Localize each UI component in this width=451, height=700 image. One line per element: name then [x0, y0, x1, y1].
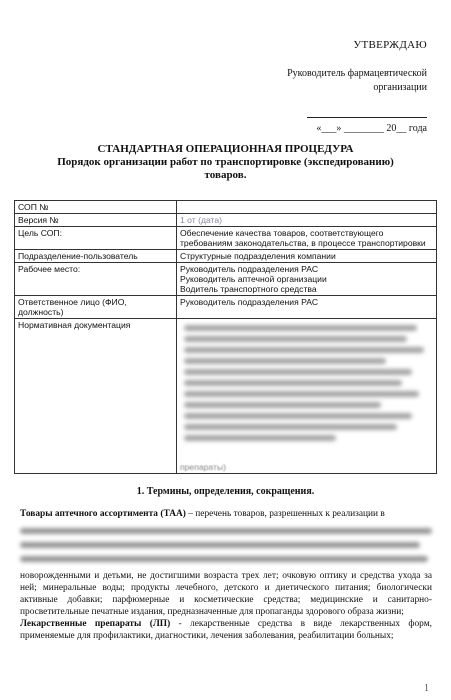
normative-label: Нормативная документация: [15, 319, 177, 474]
division-label: Подразделение-пользователь: [15, 250, 177, 263]
term-definition: – перечень товаров, разрешенных к реализации в: [185, 509, 385, 519]
version-date: от (дата): [187, 215, 223, 225]
document-title: [14, 143, 437, 182]
table-row: [15, 319, 437, 474]
goal-value: Обеспечение качества товаров, соответствующего требованиям законодательства, в процессе транспортировки: [177, 227, 437, 250]
responsible-value: Руководитель подразделения РАС: [177, 296, 437, 319]
responsible-label: Ответственное лицо (ФИО, должность): [15, 296, 177, 319]
table-row: [15, 250, 437, 263]
section-body: [20, 508, 432, 642]
approval-title: УТВЕРЖДАЮ: [353, 39, 427, 51]
document-title-line3: товаров.: [204, 169, 247, 181]
normative-content: [177, 319, 437, 474]
signature-line: [307, 107, 427, 118]
version-cell: [177, 214, 437, 227]
approval-block: [227, 38, 427, 136]
version-value: 1: [180, 215, 185, 225]
sop-number-label: СОП №: [15, 201, 177, 214]
term-continuation: новорожденными и детьми, не достигшими возраста трех лет; очковую оптику и средства ухода за ней; минеральные воды; продукты лечебного, детского и диетического питания; биологически активные добавки; парфюмерные и косметические средства; медицинские и санитарно-просветительные печатные издания, предназначенные для пропаганды здорового образа жизни;: [20, 571, 432, 617]
blurred-paragraph: [20, 528, 432, 562]
workplace-values: [177, 263, 437, 296]
table-row: [15, 201, 437, 214]
term-definition: - лекарственные средства в виде лекарственных форм, применяемые для профилактики, диагностики, лечения заболевания, реабилитации больных;: [20, 619, 432, 641]
sop-number-value: [177, 201, 437, 214]
blurred-normative-text: [180, 320, 433, 462]
table-row: [15, 227, 437, 250]
document-title-line1: СТАНДАРТНАЯ ОПЕРАЦИОННАЯ ПРОЦЕДУРА: [97, 143, 354, 155]
term-name: Лекарственные препараты (ЛП): [20, 619, 171, 629]
section-heading: 1. Термины, определения, сокращения.: [136, 486, 315, 497]
table-row: [15, 296, 437, 319]
term-name: Товары аптечного ассортимента (ТАА): [20, 509, 186, 519]
table-row: [15, 263, 437, 296]
division-value: Структурные подразделения компании: [177, 250, 437, 263]
sop-info-table: [14, 200, 437, 474]
workplace-label: Рабочее место:: [15, 263, 177, 296]
approval-date-line: «___» ________ 20__ года: [316, 123, 427, 134]
workplace-item: Водитель транспортного средства: [180, 284, 317, 294]
document-title-line2: Порядок организации работ по транспортировке (экспедированию): [57, 156, 394, 168]
workplace-item: Руководитель аптечной организации: [180, 274, 327, 284]
term-paragraph: [20, 508, 432, 520]
workplace-item: Руководитель подразделения РАС: [180, 264, 319, 274]
goal-label: Цель СОП:: [15, 227, 177, 250]
term-paragraph: [20, 618, 432, 642]
approval-position-line2: организации: [373, 82, 427, 93]
page-number: 1: [424, 683, 429, 694]
normative-tail: препараты): [180, 462, 226, 472]
approval-position-line1: Руководитель фармацевтической: [287, 68, 427, 79]
table-row: [15, 214, 437, 227]
version-label: Версия №: [15, 214, 177, 227]
